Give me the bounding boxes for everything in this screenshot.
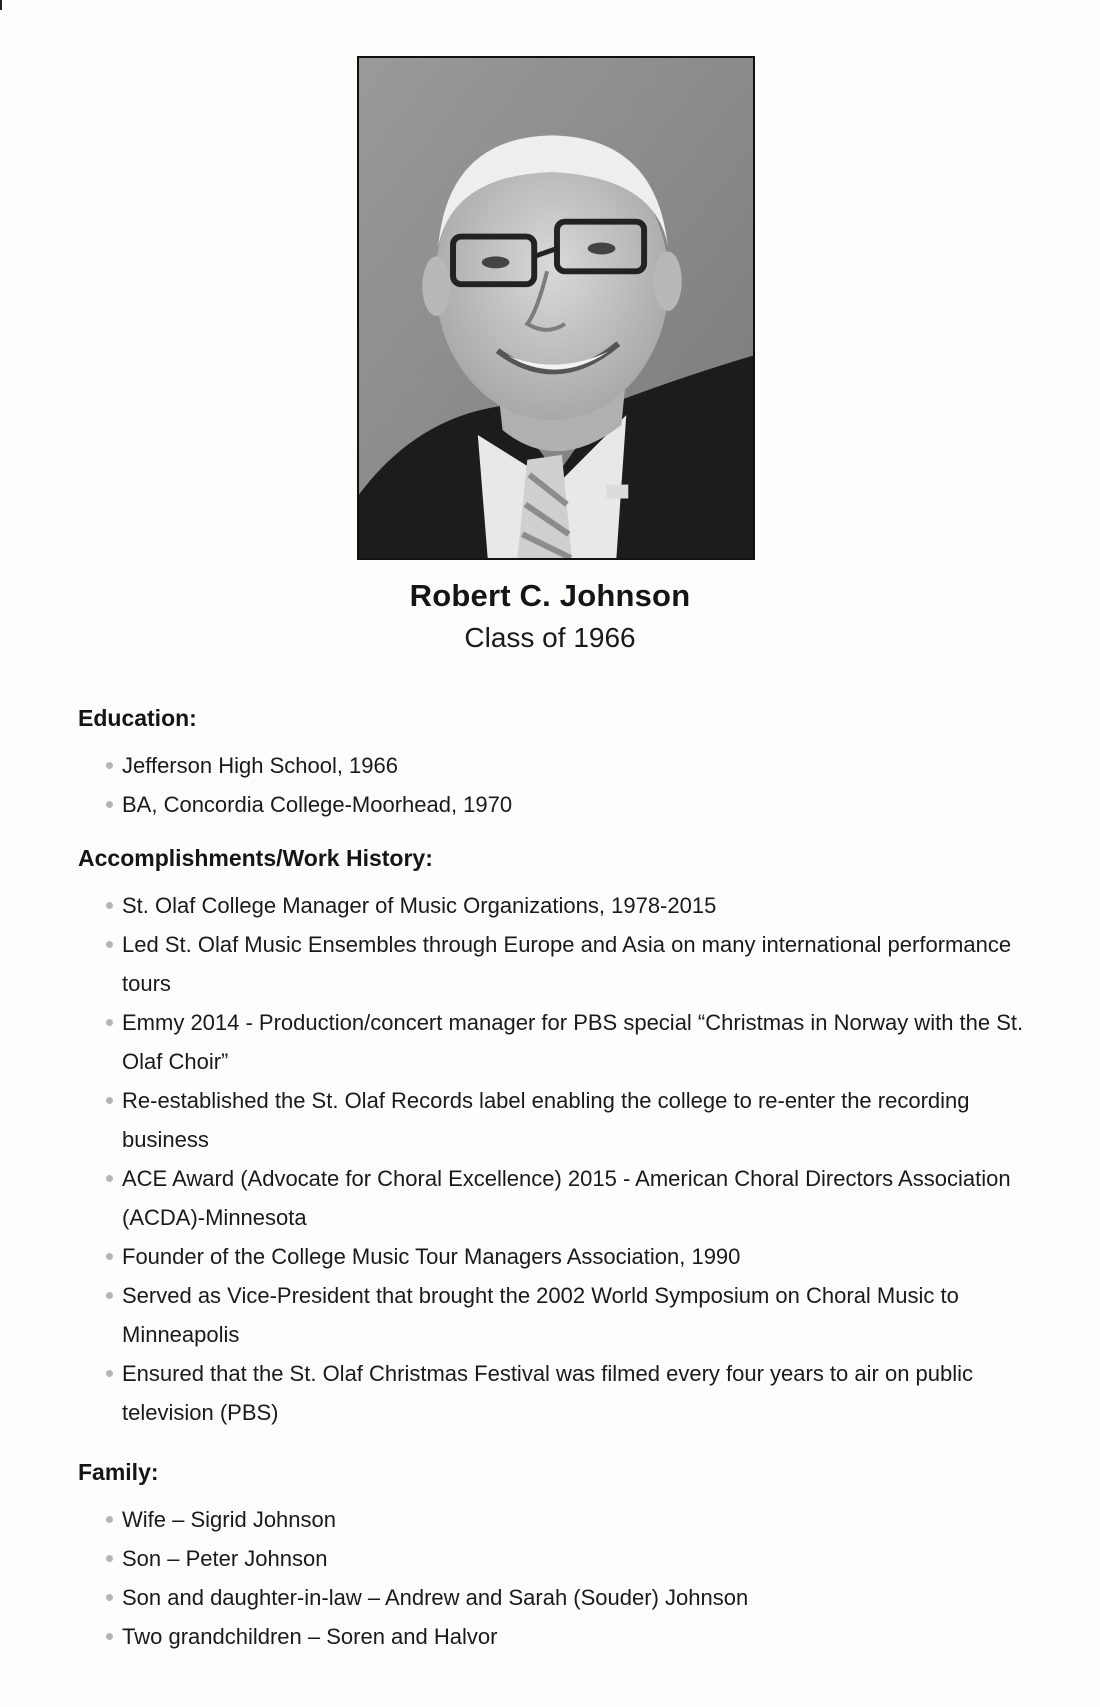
person-name: Robert C. Johnson: [409, 578, 691, 613]
accomplishments-section: [78, 838, 1038, 1432]
family-item: Two grandchildren – Soren and Halvor: [106, 1617, 1038, 1656]
page-edge-mark: [0, 0, 2, 10]
bullet-icon: [106, 902, 113, 909]
education-item: Jefferson High School, 1966: [106, 746, 1038, 785]
accomplishment-item: Founder of the College Music Tour Managers Association, 1990: [106, 1237, 1038, 1276]
bullet-icon: [106, 1019, 113, 1026]
bullet-icon: [106, 801, 113, 808]
family-item: Son and daughter-in-law – Andrew and Sarah (Souder) Johnson: [106, 1578, 1038, 1617]
accomplishment-item: Served as Vice-President that brought the 2002 World Symposium on Choral Music to Minneapolis: [106, 1276, 1038, 1354]
family-item: Wife – Sigrid Johnson: [106, 1500, 1038, 1539]
education-section: [78, 698, 1038, 824]
accomplishment-item: Led St. Olaf Music Ensembles through Europe and Asia on many international performance tours: [106, 925, 1038, 1003]
bullet-icon: [106, 762, 113, 769]
education-list: [78, 746, 1038, 824]
accomplishment-item: Re-established the St. Olaf Records label enabling the college to re-enter the recording business: [106, 1081, 1038, 1159]
bullet-icon: [106, 1292, 113, 1299]
education-item: BA, Concordia College-Moorhead, 1970: [106, 785, 1038, 824]
bullet-icon: [106, 941, 113, 948]
bullet-icon: [106, 1516, 113, 1523]
accomplishments-list: [78, 886, 1038, 1432]
bullet-icon: [106, 1175, 113, 1182]
accomplishment-item: ACE Award (Advocate for Choral Excellence) 2015 - American Choral Directors Association (ACDA)-Minnesota: [106, 1159, 1038, 1237]
accomplishment-item: Emmy 2014 - Production/concert manager for PBS special “Christmas in Norway with the St. Olaf Choir”: [106, 1003, 1038, 1081]
portrait-photo: [357, 56, 755, 560]
bullet-icon: [106, 1370, 113, 1377]
family-heading: Family:: [78, 1459, 159, 1485]
class-year: Class of 1966: [464, 622, 636, 653]
family-section: [78, 1452, 1038, 1656]
portrait-icon: [359, 58, 753, 558]
bullet-icon: [106, 1555, 113, 1562]
accomplishment-item: St. Olaf College Manager of Music Organizations, 1978-2015: [106, 886, 1038, 925]
education-heading: Education:: [78, 705, 197, 731]
bullet-icon: [106, 1633, 113, 1640]
bullet-icon: [106, 1097, 113, 1104]
accomplishments-heading: Accomplishments/Work History:: [78, 845, 433, 871]
family-list: [78, 1500, 1038, 1656]
bullet-icon: [106, 1253, 113, 1260]
family-item: Son – Peter Johnson: [106, 1539, 1038, 1578]
bullet-icon: [106, 1594, 113, 1601]
accomplishment-item: Ensured that the St. Olaf Christmas Festival was filmed every four years to air on public television (PBS): [106, 1354, 1038, 1432]
